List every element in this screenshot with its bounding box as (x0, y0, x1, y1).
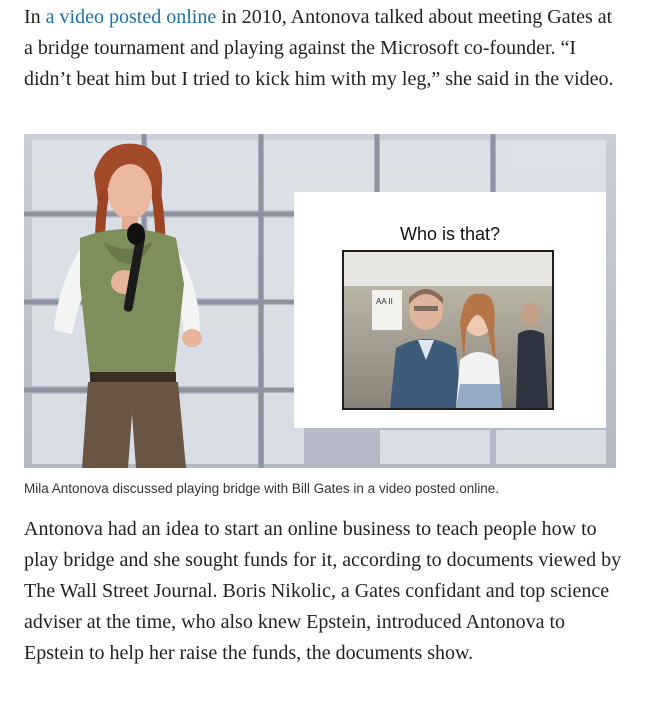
video-link[interactable]: a video posted online (45, 6, 217, 28)
article-paragraph-1 (24, 2, 624, 95)
article-paragraph-2: Antonova had an idea to start an online business to teach people how to play bridge and she sought funds for it, according to documents viewed by The Wall Street Journal. Boris Nikolic, a Gates confidant and top science adviser at the time, who also knew Epstein, introduced Antonova to Epstein to help her raise the funds, the documents show. (24, 518, 622, 664)
image-caption: Mila Antonova discussed playing bridge with Bill Gates in a video posted online. (24, 481, 500, 496)
presentation-slide (294, 192, 606, 428)
photo-badge-text: AA II (376, 297, 393, 306)
paragraph-1-prefix: In (24, 6, 46, 28)
paragraph-1-text: in 2010, Antonova talked about meeting Gates at a bridge tournament and playing against the Microsoft co-founder. “I didn’t beat him but I tried to kick him with my leg,” she said in the video. (24, 6, 614, 90)
video-still-image (24, 134, 616, 468)
slide-title: Who is that? (399, 224, 501, 244)
